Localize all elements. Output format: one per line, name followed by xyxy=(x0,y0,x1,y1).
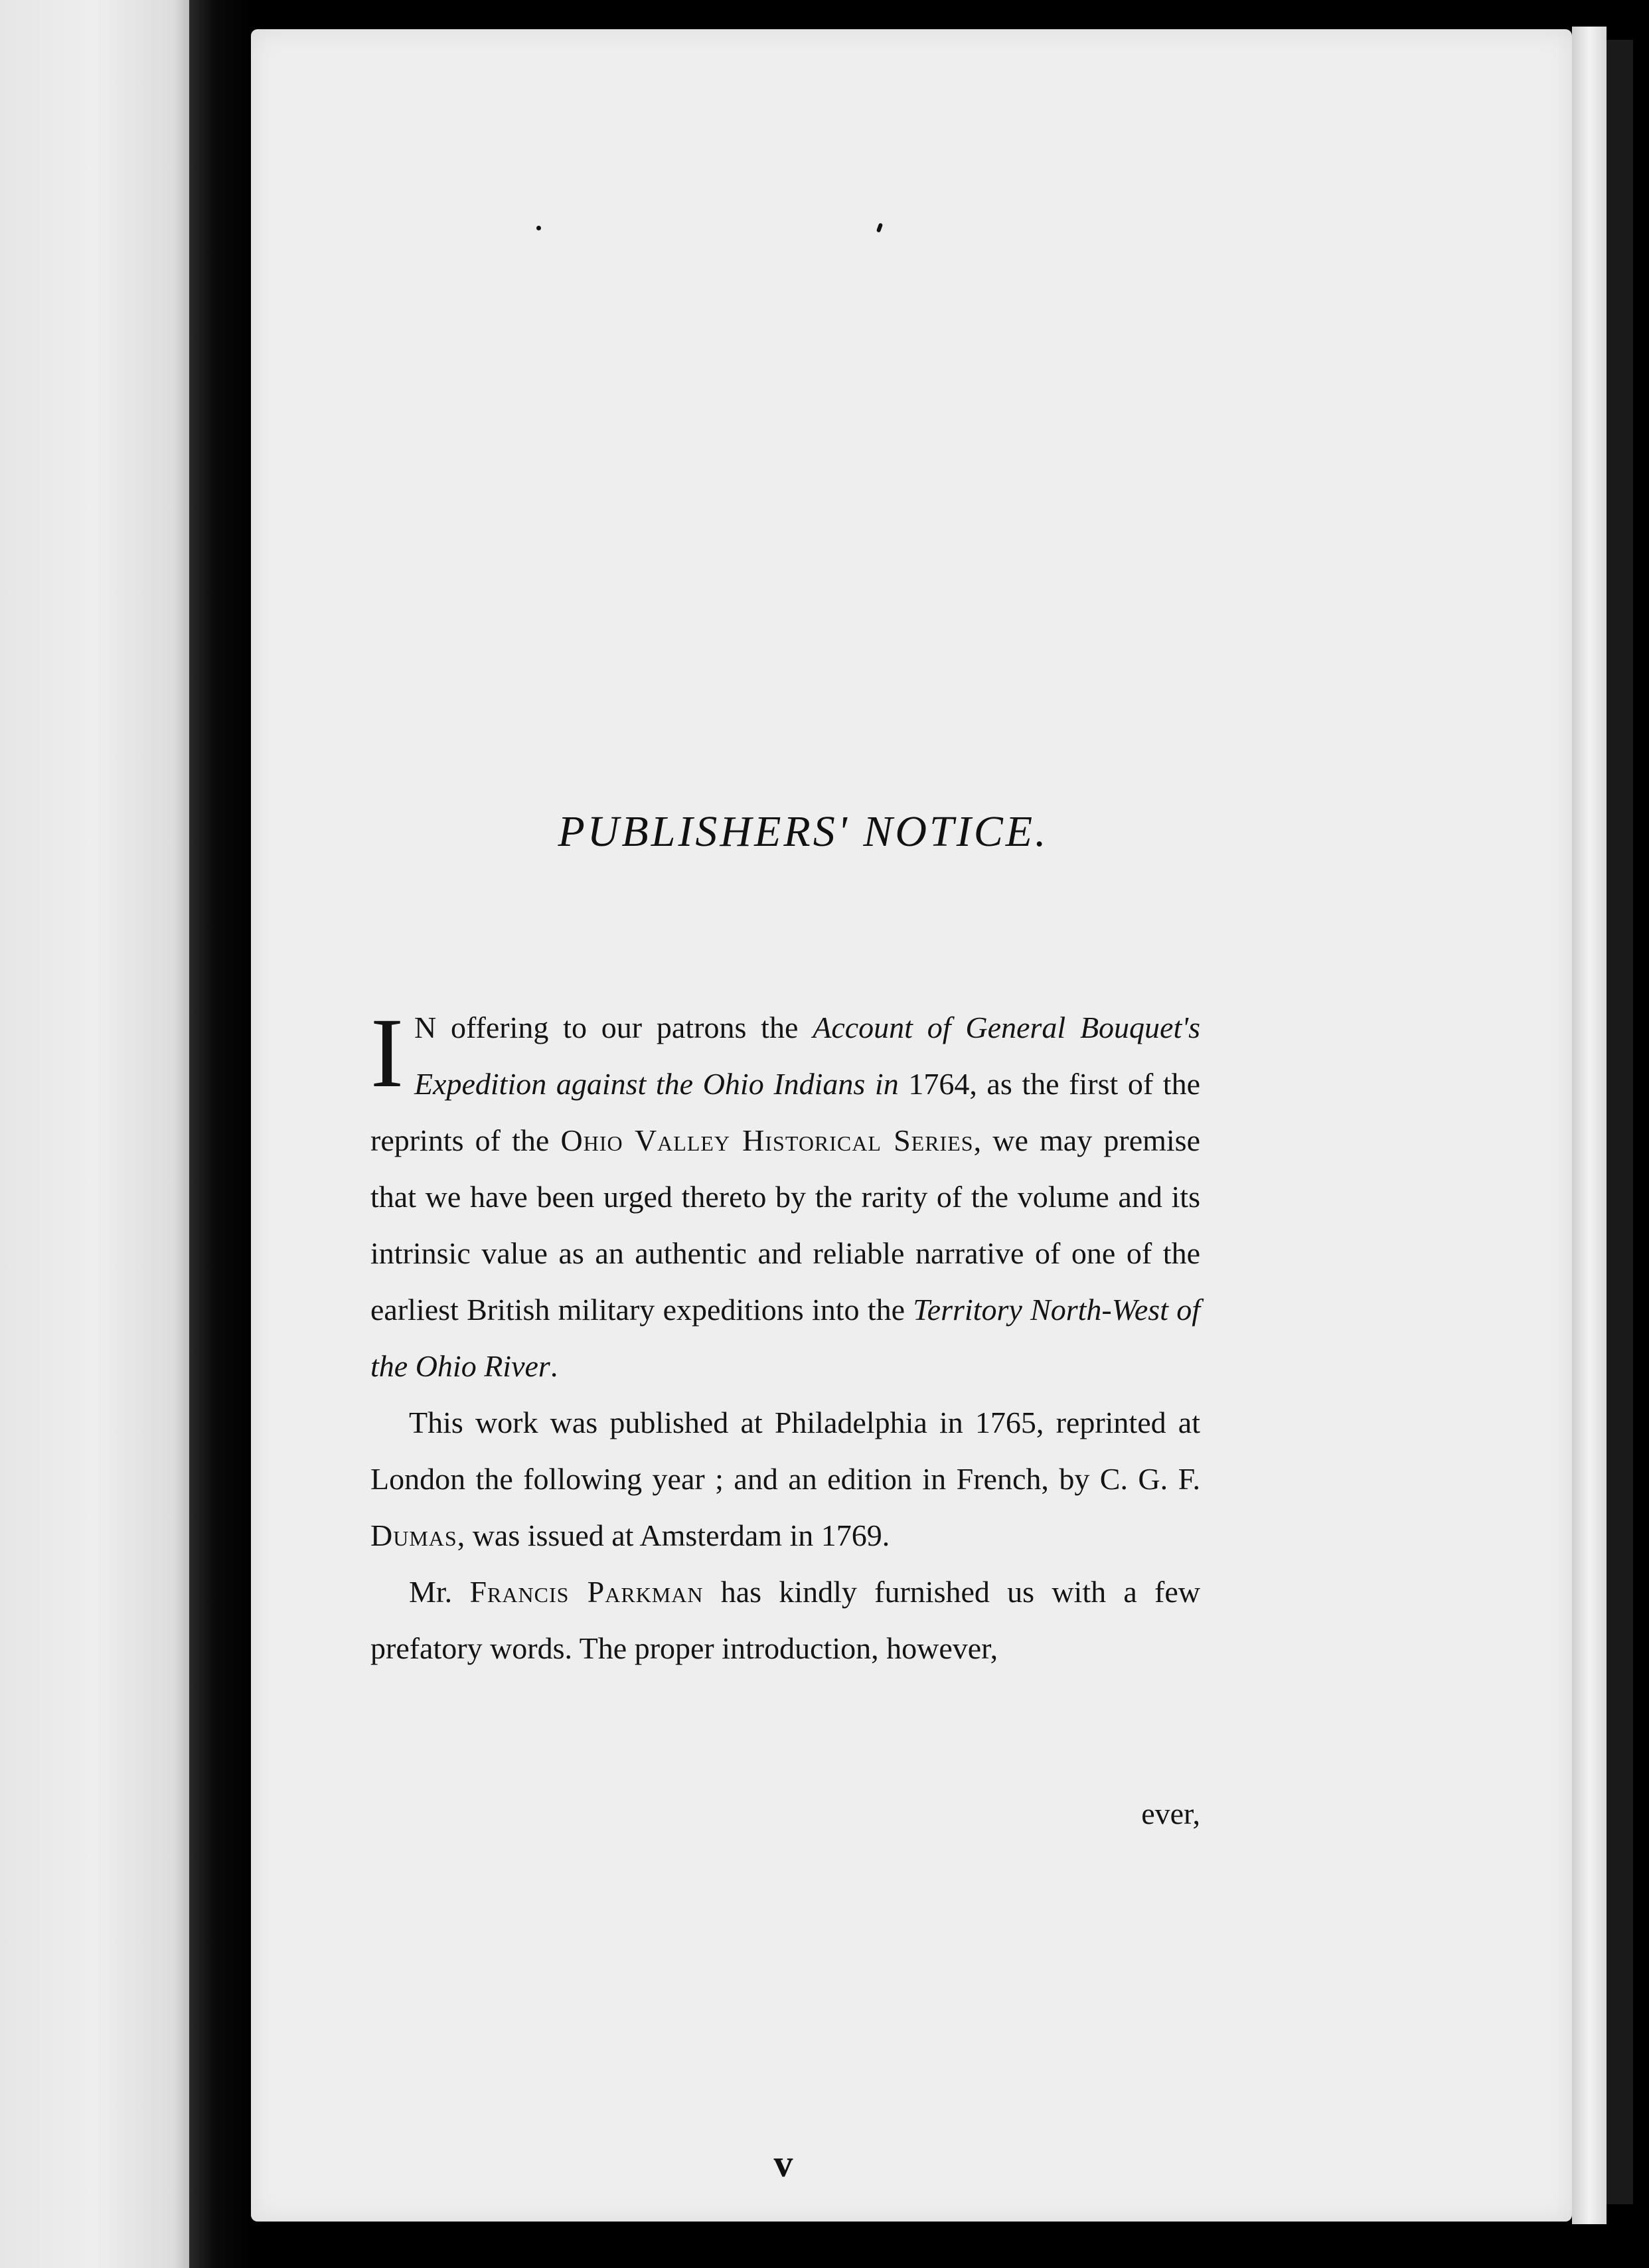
small-caps-run: Francis Parkman xyxy=(469,1575,704,1609)
italic-run: Territory North-West of the Ohio River xyxy=(370,1293,1200,1383)
text-run: has kindly furnished us with a few prefatory words. The proper introduction, however, xyxy=(370,1575,1200,1665)
previous-page-edge xyxy=(0,0,189,2268)
italic-run: Account of General Bouquet's Expedition against the Ohio Indians in xyxy=(414,1011,1200,1101)
right-shadow xyxy=(1607,40,1633,2204)
drop-cap: I xyxy=(370,998,404,1108)
body-text xyxy=(370,999,1200,1676)
small-caps-run: Dumas xyxy=(370,1518,457,1552)
paragraph-1 xyxy=(370,999,1200,1394)
catchword: ever, xyxy=(1141,1797,1200,1830)
page-stack-edge xyxy=(1572,27,1607,2224)
text-run: Mr. xyxy=(409,1575,470,1609)
book-gutter xyxy=(189,0,252,2268)
paragraph-3 xyxy=(370,1564,1200,1676)
paragraph-2 xyxy=(370,1394,1200,1564)
text-run: 1764, as the first of the reprints of the xyxy=(370,1067,1200,1157)
text-run: . xyxy=(550,1349,558,1383)
text-run: This work was published at Philadelphia in 1765, reprinted at London the following year ; and an edition in French, by C. G. F. xyxy=(370,1406,1200,1496)
text-run: , was issued at Amsterdam in 1769. xyxy=(457,1518,890,1552)
signature-mark: v xyxy=(773,2142,793,2185)
text-run: N offering to our patrons the xyxy=(414,1011,813,1044)
text-run: , we may premise that we have been urged thereto by the rarity of the volume and its intrinsic value as an authentic and reliable narrative of one of the earliest British military expeditions into the xyxy=(370,1123,1200,1327)
page-title: PUBLISHERS' NOTICE. xyxy=(558,807,1049,856)
small-caps-run: Ohio Valley Historical Series xyxy=(560,1123,974,1157)
ink-speck xyxy=(536,226,541,230)
